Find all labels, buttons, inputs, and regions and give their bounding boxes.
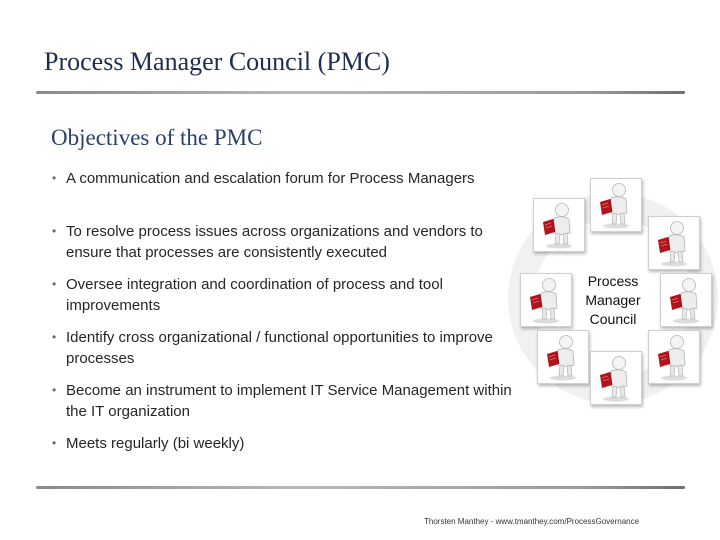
diagram-center-label: Process Manager Council (585, 273, 641, 327)
bullet-item: • Meets regularly (bi weekly) (51, 433, 531, 454)
council-diagram (505, 180, 720, 410)
footer-divider (36, 486, 685, 489)
council-member-icon (660, 273, 712, 327)
bullet-item: • Become an instrument to implement IT Service Management within the IT organization (51, 380, 531, 422)
footer-credit: Thorsten Manthey - www.tmanthey.com/ProcessGovernance (424, 517, 640, 526)
bullet-item: • A communication and escalation forum for Process Managers (51, 168, 531, 189)
council-member-icon (533, 198, 585, 252)
bullet-item: • Oversee integration and coordination of process and tool improvements (51, 274, 531, 316)
council-member-icon (648, 330, 700, 384)
council-member-icon (520, 273, 572, 327)
council-member-icon (648, 216, 700, 270)
council-member-icon (590, 178, 642, 232)
title-divider (36, 91, 685, 94)
bullet-item: • To resolve process issues across organizations and vendors to ensure that processes are consistently executed (51, 221, 531, 263)
council-member-icon (590, 351, 642, 405)
council-member-icon (537, 330, 589, 384)
section-subtitle: Objectives of the PMC (51, 125, 263, 150)
bullet-item: • Identify cross organizational / functional opportunities to improve processes (51, 327, 531, 369)
slide-title: Process Manager Council (PMC) (44, 47, 390, 76)
